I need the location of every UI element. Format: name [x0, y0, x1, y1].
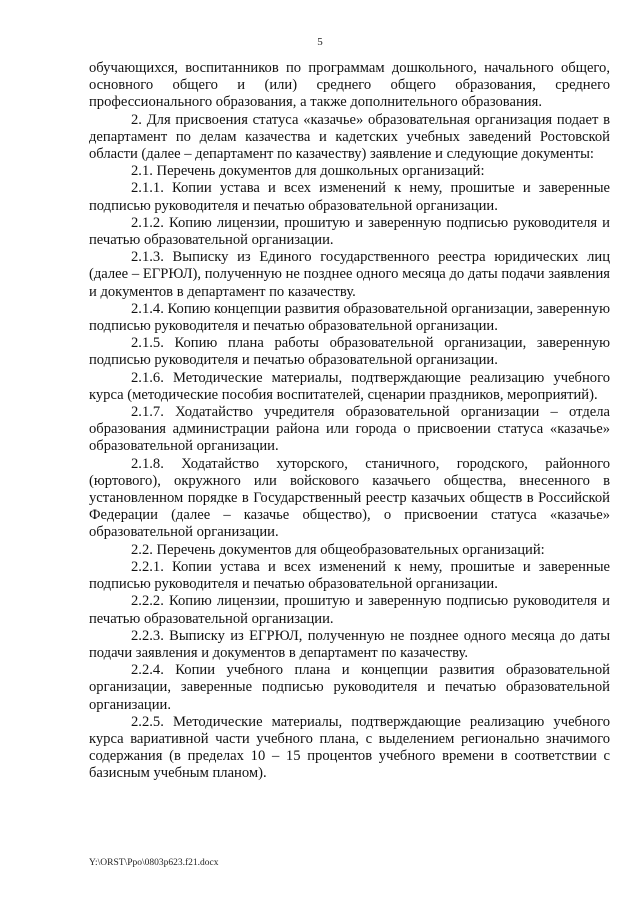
paragraph-2-1-3: 2.1.3. Выписку из Единого государственного реестра юридических лиц (далее – ЕГРЮЛ), полученную не позднее одного месяца до даты подачи заявления и документов в департамент по казачеству. — [89, 249, 610, 300]
paragraph-2-1-4: 2.1.4. Копию концепции развития образовательной организации, заверенную подписью руководителя и печатью образовательной организации. — [89, 300, 610, 335]
paragraph-2-2-5: 2.2.5. Методические материалы, подтверждающие реализацию учебного курса вариативной части учебного плана, с выделением регионально значимого содержания (в пределах 10 – 15 процентов учебного времени в соответствии с базисным учебным планом). — [89, 713, 610, 782]
page-number: 5 — [317, 36, 323, 48]
paragraph-2-1-8: 2.1.8. Ходатайство хуторского, станичного, городского, районного (юртового), окружного или войскового казачьего общества, внесенного в установленном порядке в Государственный реестр казачьих обществ в Российской Федерации (далее – казачье общество), о присвоении статуса «казачье» образовательной организации. — [89, 455, 610, 541]
paragraph-2-2-2: 2.2.2. Копию лицензии, прошитую и заверенную подписью руководителя и печатью образовательной организации. — [89, 593, 610, 627]
paragraph-2-1-7: 2.1.7. Ходатайство учредителя образовательной организации – отдела образования администрации района или города о присвоении статуса «казачье» образовательной организации. — [89, 404, 610, 455]
paragraph-2-2: 2.2. Перечень документов для общеобразовательных организаций: — [131, 541, 545, 558]
paragraph-2-1: 2.1. Перечень документов для дошкольных организаций: — [131, 163, 485, 180]
paragraph-continuation: обучающихся, воспитанников по программам дошкольного, начального общего, основного общего и (или) среднего общего образования, среднего профессионального образования, а также дополнительного образования. — [89, 60, 610, 111]
paragraph-2: 2. Для присвоения статуса «казачье» образовательная организация подает в департамент по делам казачества и кадетских учебных заведений Ростовской области (далее – департамент по казачеству) заявление и следующие документы: — [89, 111, 610, 163]
paragraph-2-1-6: 2.1.6. Методические материалы, подтверждающие реализацию учебного курса (методические пособия воспитателей, сценарии праздников, мероприятий). — [89, 369, 610, 403]
footer-file-path: Y:\ORST\Ppo\0803p623.f21.docx — [89, 858, 219, 868]
document-body — [89, 60, 610, 783]
paragraph-2-2-3: 2.2.3. Выписку из ЕГРЮЛ, полученную не позднее одного месяца до даты подачи заявления и документов в департамент по казачеству. — [89, 627, 610, 661]
paragraph-2-1-2: 2.1.2. Копию лицензии, прошитую и заверенную подписью руководителя и печатью образовательной организации. — [89, 214, 610, 249]
paragraph-2-1-5: 2.1.5. Копию плана работы образовательной организации, заверенную подписью руководителя и печатью образовательной организации. — [89, 335, 610, 369]
paragraph-2-1-1: 2.1.1. Копии устава и всех изменений к нему, прошитые и заверенные подписью руководителя и печатью образовательной организации. — [89, 180, 610, 214]
paragraph-2-2-1: 2.2.1. Копии устава и всех изменений к нему, прошитые и заверенные подписью руководителя и печатью образовательной организации. — [89, 558, 610, 593]
paragraph-2-2-4: 2.2.4. Копии учебного плана и концепции развития образовательной организации, заверенные подписью руководителя и печатью образовательной организации. — [89, 662, 610, 713]
